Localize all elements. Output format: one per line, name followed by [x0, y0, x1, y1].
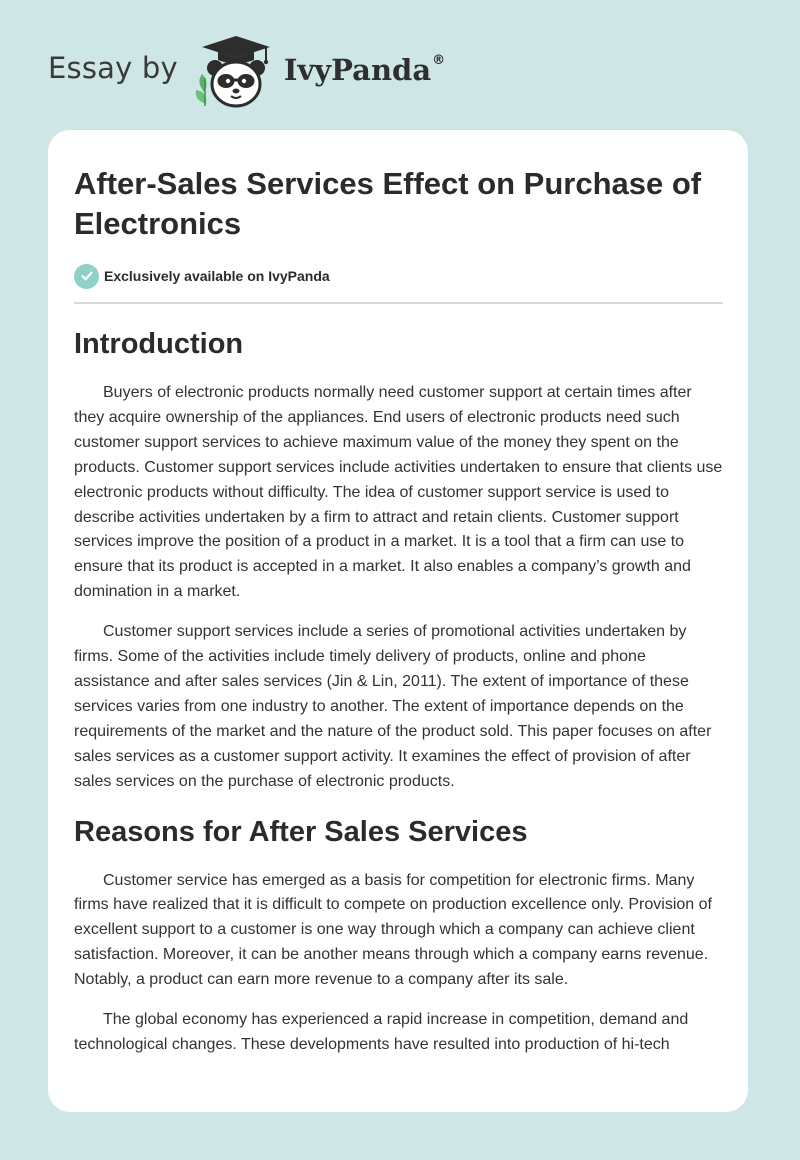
- section-heading-reasons: Reasons for After Sales Services: [74, 815, 528, 848]
- essay-body: [74, 326, 724, 1058]
- paragraph: Buyers of electronic products normally need customer support at certain times after they acquire ownership of the appliances. End users of electronic products need such customer support services to achieve maximum value of the money they spent on the products. Customer support services include activities undertaken to ensure that clients use electronic products without difficulty. The idea of customer support service is used to describe activities undertaken by a firm to attract and retain clients. Customer support services improve the position of a product in a market. It is a tool that a firm can use to ensure that its product is accepted in a market. It also enables a company’s growth and domination in a market.: [74, 384, 723, 601]
- essay-card: [48, 130, 748, 1112]
- paragraph: Customer support services include a series of promotional activities undertaken by firms. Some of the activities include timely delivery of products, online and phone assistance and after sales services (Jin & Lin, 2011). The extent of importance of these services varies from one industry to another. The extent of importance depends on the requirements of the market and the nature of the product sold. This paper focuses on after sales services as a customer support activity. It examines the effect of provision of after sales services on the purchase of electronic products.: [74, 623, 712, 790]
- panda-graduate-logo-icon[interactable]: [192, 34, 280, 110]
- site-header: [48, 34, 445, 110]
- brand-prefix: Essay by: [48, 51, 178, 85]
- essay-title: After-Sales Services Effect on Purchase of Electronics: [74, 166, 702, 241]
- registered-mark: ®: [432, 52, 446, 68]
- exclusive-badge: [74, 263, 330, 289]
- check-circle-icon: [74, 264, 99, 289]
- paragraph: Customer service has emerged as a basis for competition for electronic firms. Many firms have realized that it is difficult to compete on production excellence only. Provision of excellent support to a customer is one way through which a company can achieve client satisfaction. Moreover, it can be another means through which a company earns revenue. Notably, a product can earn more revenue to a company after its sale.: [74, 871, 712, 989]
- section-heading-introduction: Introduction: [74, 328, 244, 360]
- exclusive-label: Exclusively available on IvyPanda: [104, 268, 330, 284]
- paragraph: The global economy has experienced a rapid increase in competition, demand and technological changes. These developments have resulted into production of hi-tech: [74, 1011, 689, 1053]
- brand-name[interactable]: IvyPanda: [283, 53, 432, 87]
- title-divider: [74, 302, 723, 304]
